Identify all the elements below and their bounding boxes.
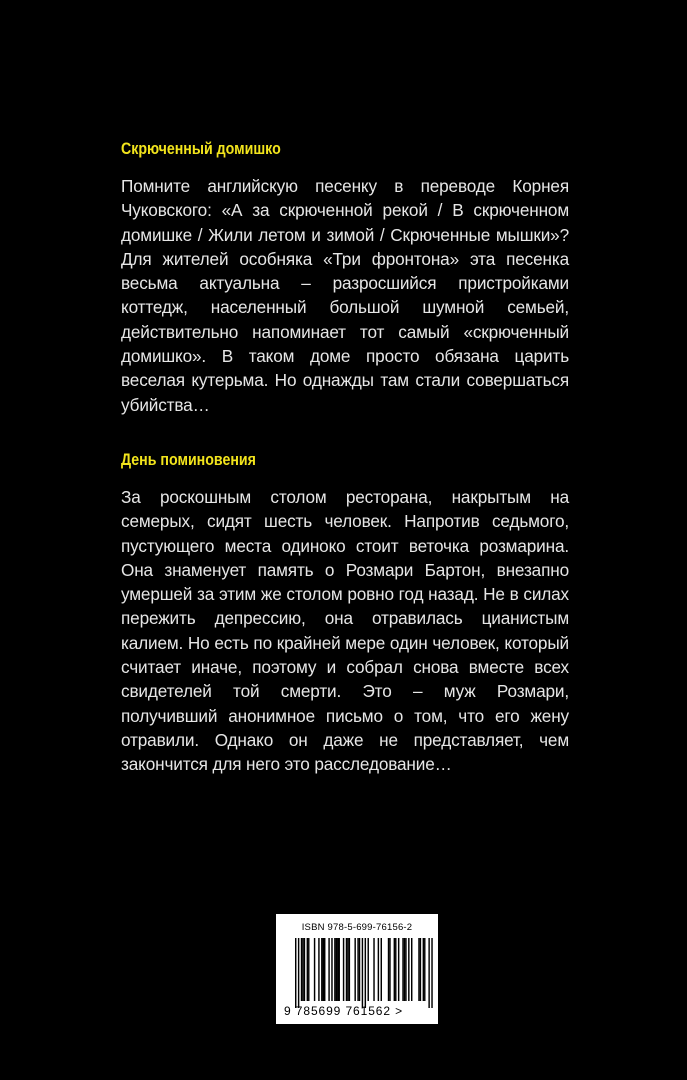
barcode-bar [307,938,308,1001]
barcode-bar [298,938,299,1008]
section-title-remembered-death: День поминовения [121,450,256,469]
barcode-bar [331,938,332,1001]
barcode-bar [431,938,432,1008]
barcode-bar [357,938,358,1001]
barcode-bar [337,938,338,1001]
barcode-bar [373,938,374,1001]
barcode-bar [301,938,302,1001]
barcode-bar [324,938,325,1001]
barcode-bar [328,938,329,1001]
barcode-bar [404,938,405,1001]
barcode-bar [423,938,424,1001]
barcode-bar [368,938,369,1001]
barcode-bar [408,938,409,1001]
barcode-bar [411,938,412,1001]
barcode-bar [314,938,315,1001]
back-cover-annotations [121,138,569,777]
barcode-bar [420,938,421,1001]
barcode-bar [365,938,366,1008]
barcode-label [276,914,438,1024]
barcode-bar [334,938,335,1001]
barcode-bar [428,938,429,1008]
barcode-bar [378,938,379,1001]
barcode-bar [424,938,425,1001]
barcode-bar [346,938,347,1001]
barcode-bar [349,938,350,1001]
barcode-bar [323,938,324,1001]
barcode-bar [362,938,363,1008]
barcode-bar [308,938,309,1001]
barcode-bar [304,938,305,1001]
barcode-bar [302,938,303,1001]
section-text-remembered-death: За роскошным столом ресторана, накрытым на семерых, сидят шесть человек. Напротив седьмого, пустующего места одиноко стоит веточка розмарина. Она знаменует память о Розмари Бартон, внезапно умершей за этим же столом ровно год назад. Не в силах пережить депрессию, она отравилась цианистым калием. Но есть по крайней мере один человек, который считает иначе, поэтому и собрал снова вместе всех свидетелей той смерти. Это – муж Розмари, получивший анонимное письмо о том, что его жену отравили. Однако он даже не представляет, чем закончится для него это расследование… [121,486,569,775]
barcode-bar [395,938,396,1001]
section-text-crooked-house: Помните английскую песенку в переводе Корнея Чуковского: «А за скрюченной рекой / В скрюченном домишке / Жили летом и зимой / Скрюченные мышки»? Для жителей особняка «Три фронтона» эта песенка весьма актуальна – разросшийся пристройками коттедж, населенный большой шумной семьей, действительно напоминает тот самый «скрюченный домишко». В таком доме просто обязана царить веселая кутерьма. Но однажды там стали совершаться убийства… [121,176,569,415]
barcode-bar [381,938,382,1001]
barcode-bar [339,938,340,1001]
section-title-crooked-house: Скрюченный домишко [121,140,281,158]
barcode-bar [347,938,348,1001]
barcode-bar [318,938,319,1001]
barcode-bar [398,938,399,1001]
barcode-bar [405,938,406,1001]
barcode-bar [354,938,355,1001]
barcode-bar [321,938,322,1001]
barcode-bar [359,938,360,1001]
barcode-bar [389,938,390,1001]
barcode-digits: 9 785699 761562 > [284,1004,404,1018]
barcode-bar [394,938,395,1001]
barcode-bar [418,938,419,1001]
barcode-bar [402,938,403,1001]
barcode-bar [336,938,337,1001]
barcode-bar [388,938,389,1001]
isbn-number: ISBN 978-5-699-76156-2 [301,922,413,933]
barcode-bar [295,938,296,1008]
barcode-bar [343,938,344,1001]
